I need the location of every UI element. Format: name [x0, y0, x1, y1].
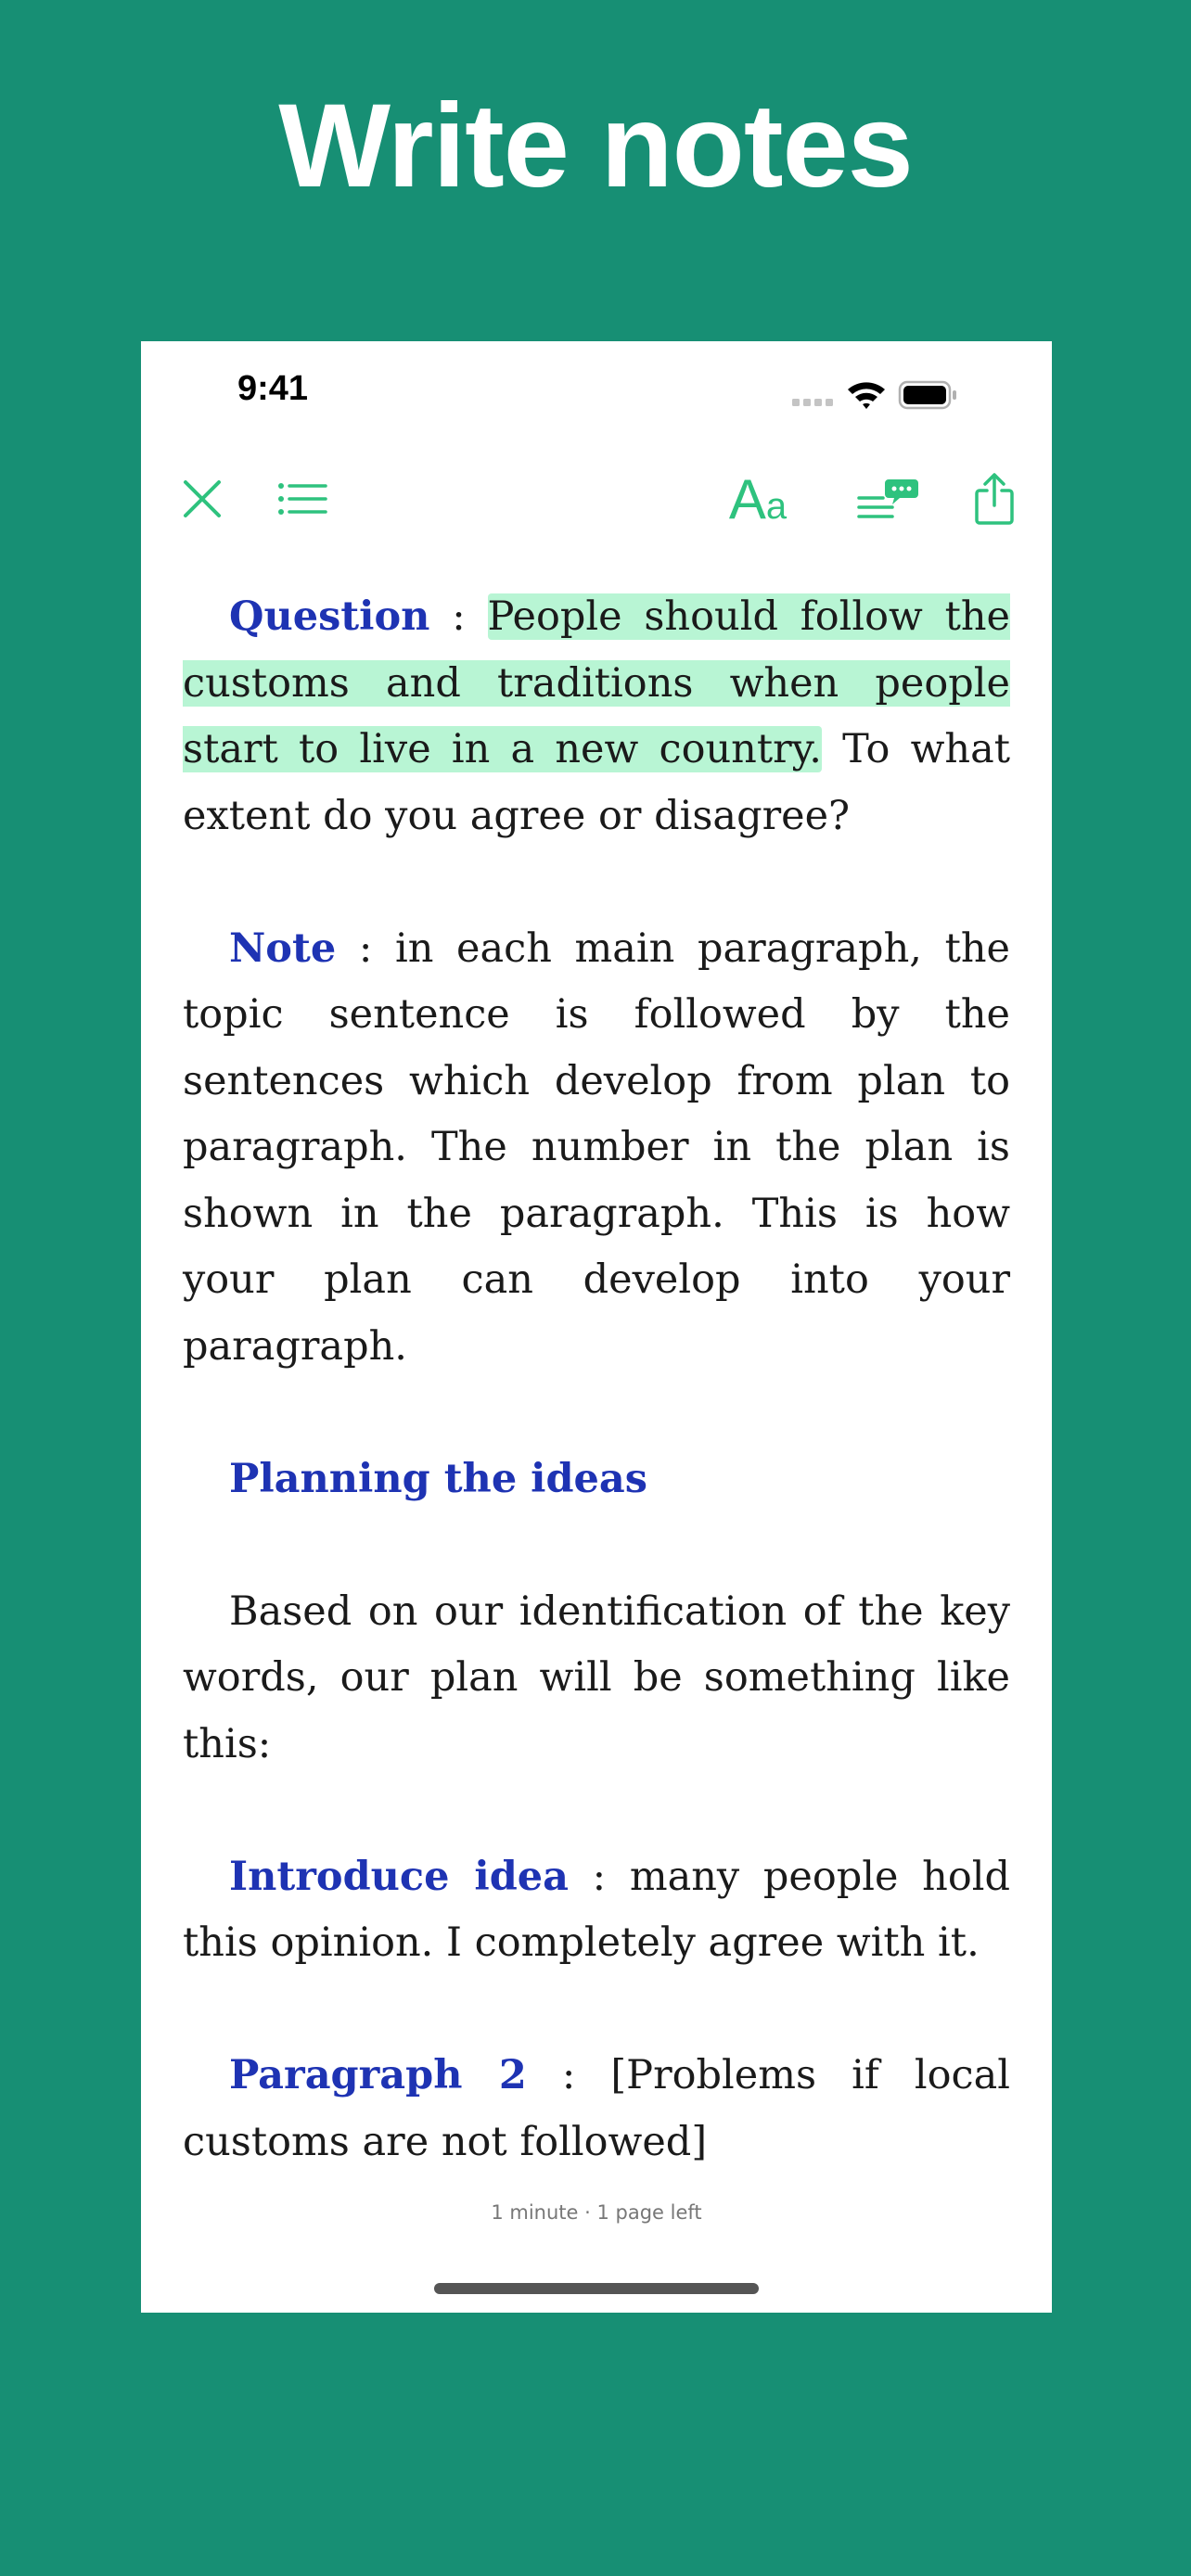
list-icon — [277, 482, 327, 516]
close-button[interactable] — [158, 443, 247, 555]
introduce-idea-label: Introduce idea — [229, 1853, 570, 1900]
book-content[interactable] — [183, 584, 1010, 2242]
question-rest: To what extent do you agree or disagree? — [183, 726, 1010, 839]
home-indicator[interactable] — [434, 2283, 759, 2294]
status-time: 9:41 — [237, 369, 309, 408]
introduce-idea-text: : many people hold this opinion. I completely agree with it. — [183, 1853, 1010, 1966]
question-separator: : — [429, 593, 488, 640]
status-icons — [790, 376, 994, 414]
reader-toolbar — [141, 443, 1052, 555]
reading-progress: 1 minute · 1 page left — [491, 2201, 702, 2224]
signal-icon — [792, 399, 833, 406]
status-bar — [141, 341, 1052, 443]
share-icon — [974, 472, 1015, 526]
question-paragraph[interactable] — [183, 584, 1010, 849]
contents-button[interactable] — [256, 443, 349, 555]
introduce-idea-paragraph[interactable] — [183, 1844, 1010, 1977]
paragraph-2-text: : [Problems if local customs are not followed] — [183, 2052, 1010, 2165]
marketing-headline: Write notes — [278, 80, 913, 212]
note-label: Note — [229, 925, 337, 972]
planning-heading: Planning the ideas — [229, 1455, 647, 1502]
close-icon — [182, 478, 223, 519]
font-size-icon: Aa — [728, 467, 788, 530]
paragraph-2-paragraph[interactable] — [183, 2043, 1010, 2175]
share-button[interactable] — [954, 443, 1035, 555]
notes-icon — [855, 476, 920, 522]
wifi-icon — [848, 382, 885, 409]
highlighted-text[interactable]: People should follow the customs and traditions when people start to live in a new country. — [183, 593, 1010, 772]
notes-button[interactable] — [837, 443, 939, 555]
plan-intro-paragraph[interactable] — [183, 1579, 1010, 1779]
battery-icon — [900, 382, 956, 408]
plan-intro-text: Based on our identification of the key words, our plan will be something like this: — [183, 1588, 1010, 1767]
paragraph-2-label: Paragraph 2 — [229, 2052, 527, 2098]
phone-screen — [141, 341, 1052, 2313]
note-paragraph[interactable] — [183, 916, 1010, 1381]
note-text: : in each main paragraph, the topic sentence is followed by the sentences which develop from plan to paragraph. The number in the plan is shown in the paragraph. This is how your plan can develop into your paragraph. — [183, 925, 1010, 1370]
font-settings-button[interactable] — [705, 443, 811, 555]
question-label: Question — [229, 593, 430, 640]
